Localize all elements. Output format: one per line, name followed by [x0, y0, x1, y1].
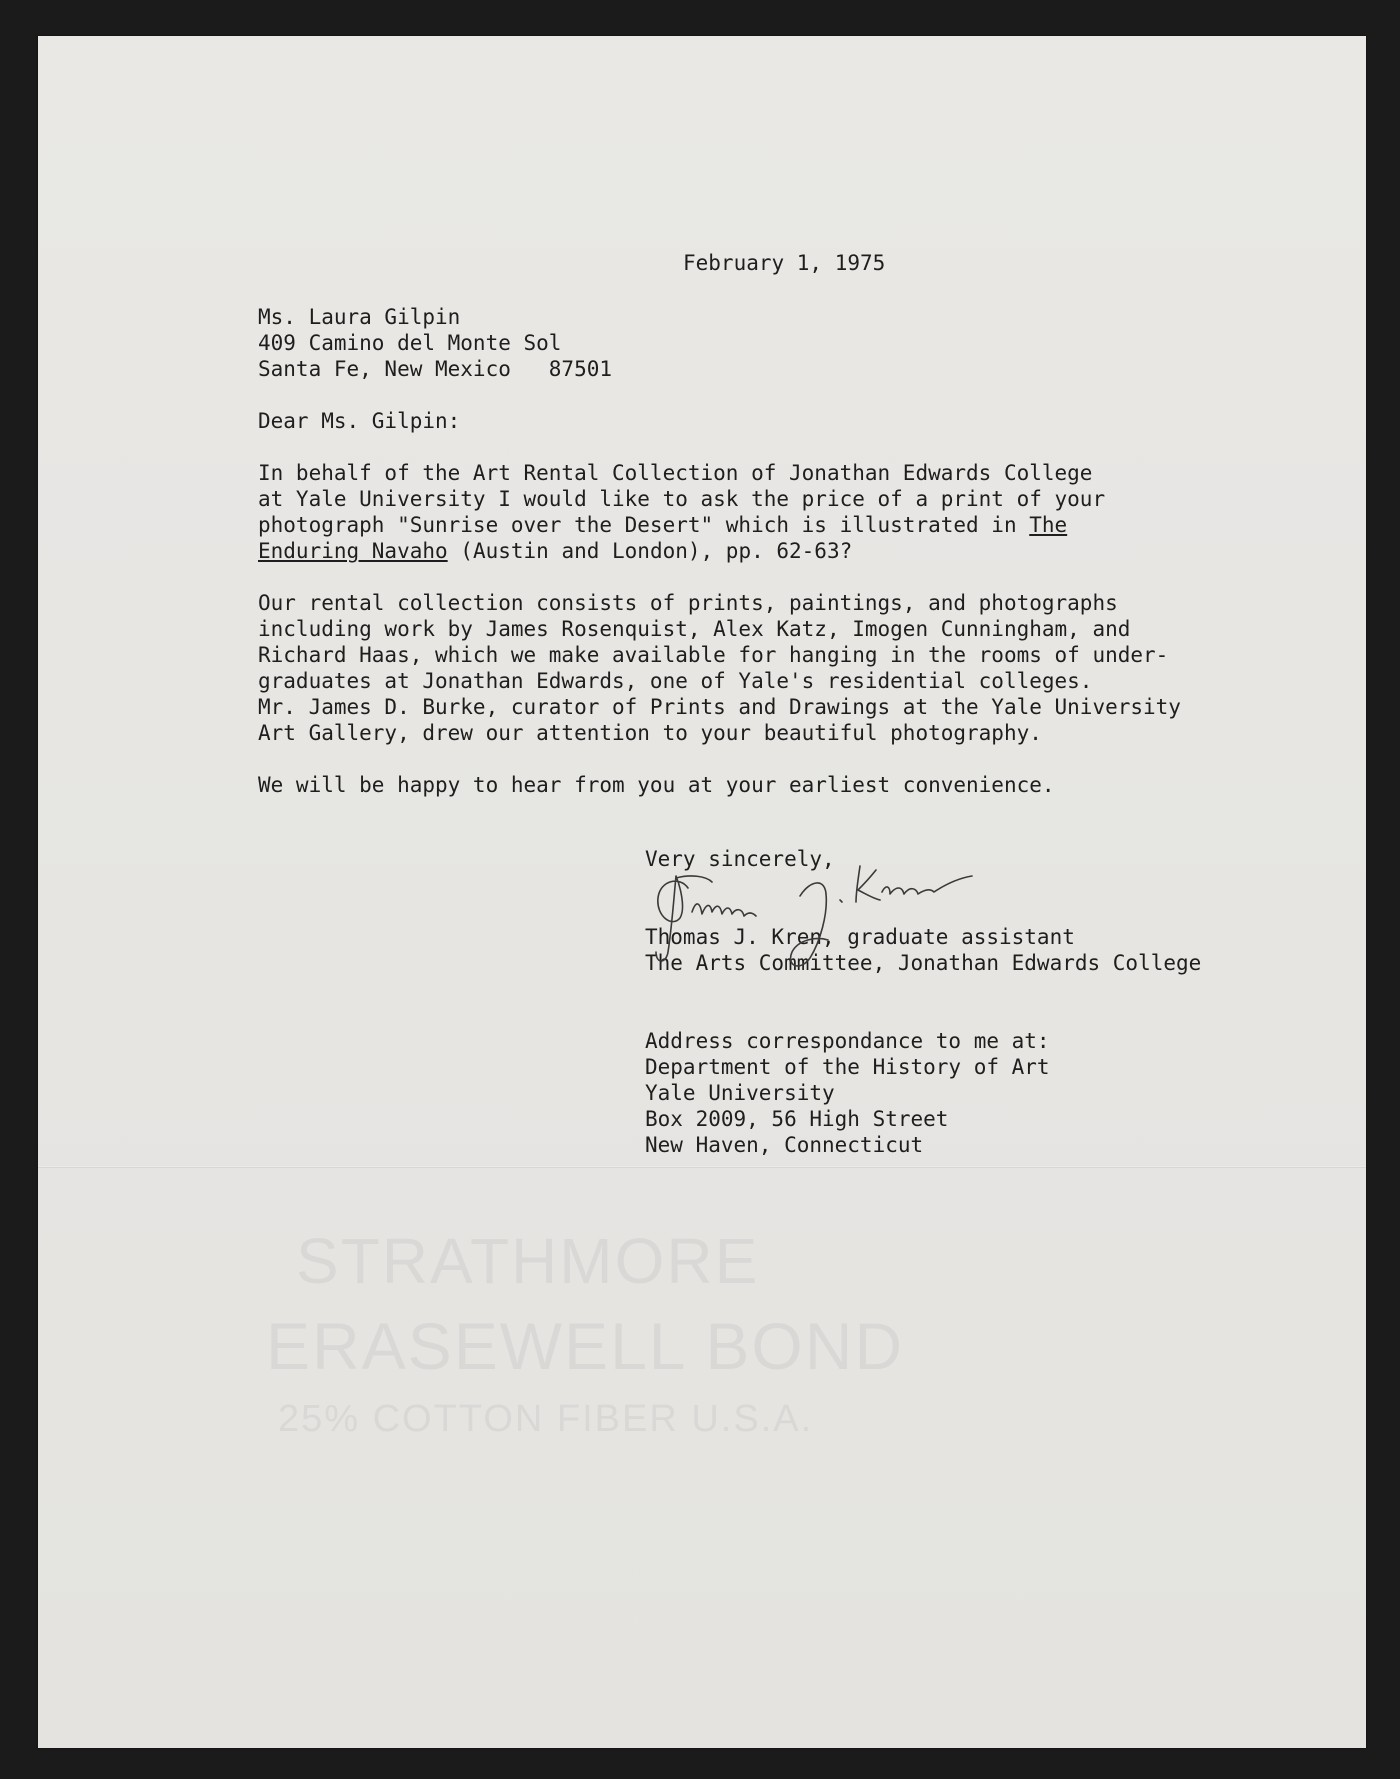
closing: Very sincerely, [645, 847, 835, 871]
paragraph-2-line-3: Richard Haas, which we make available for hanging in the rooms of under- [258, 643, 1169, 667]
paragraph-2-line-1: Our rental collection consists of prints, paintings, and photographs [258, 591, 1118, 615]
book-title-part-1: The [1029, 513, 1068, 537]
return-address-line-1: Address correspondance to me at: [645, 1029, 1050, 1053]
watermark-line-3: 25% COTTON FIBER U.S.A. [278, 1398, 814, 1440]
return-address-line-2: Department of the History of Art [645, 1055, 1050, 1079]
return-address-line-5: New Haven, Connecticut [645, 1133, 924, 1157]
watermark-line-1: STRATHMORE [296, 1225, 760, 1297]
paragraph-1-line-2: at Yale University I would like to ask the price of a print of your [258, 487, 1106, 511]
return-address-line-3: Yale University [645, 1081, 835, 1105]
paragraph-3: We will be happy to hear from you at your earliest convenience. [258, 773, 1055, 797]
recipient-name: Ms. Laura Gilpin [258, 305, 461, 329]
recipient-city: Santa Fe, New Mexico 87501 [258, 357, 613, 381]
paragraph-1-line-3 [258, 512, 1067, 538]
letter-date: February 1, 1975 [683, 251, 886, 275]
paragraph-2-line-2: including work by James Rosenquist, Alex Katz, Imogen Cunningham, and [258, 617, 1131, 641]
recipient-street: 409 Camino del Monte Sol [258, 331, 562, 355]
return-address-line-4: Box 2009, 56 High Street [645, 1107, 949, 1131]
book-title-part-2: Enduring Navaho [258, 539, 448, 563]
paragraph-2-line-6: Art Gallery, drew our attention to your beautiful photography. [258, 721, 1042, 745]
fold-crease [38, 1166, 1366, 1168]
signer-line: Thomas J. Kren, graduate assistant [645, 925, 1075, 949]
paragraph-1-line-4-text: (Austin and London), pp. 62-63? [447, 539, 853, 563]
handwritten-signature [650, 856, 1000, 976]
paragraph-1-line-4 [258, 538, 852, 564]
watermark-line-2: ERASEWELL BOND [266, 1309, 905, 1383]
salutation: Dear Ms. Gilpin: [258, 409, 461, 433]
letter-sheet [38, 36, 1366, 1748]
paragraph-1-line-1: In behalf of the Art Rental Collection of Jonathan Edwards College [258, 461, 1093, 485]
paragraph-2-line-5: Mr. James D. Burke, curator of Prints and Drawings at the Yale University [258, 695, 1181, 719]
signer-org: The Arts Committee, Jonathan Edwards College [645, 951, 1202, 975]
paragraph-1-line-3-text: photograph "Sunrise over the Desert" which is illustrated in [258, 513, 1030, 537]
paragraph-2-line-4: graduates at Jonathan Edwards, one of Yale's residential colleges. [258, 669, 1093, 693]
